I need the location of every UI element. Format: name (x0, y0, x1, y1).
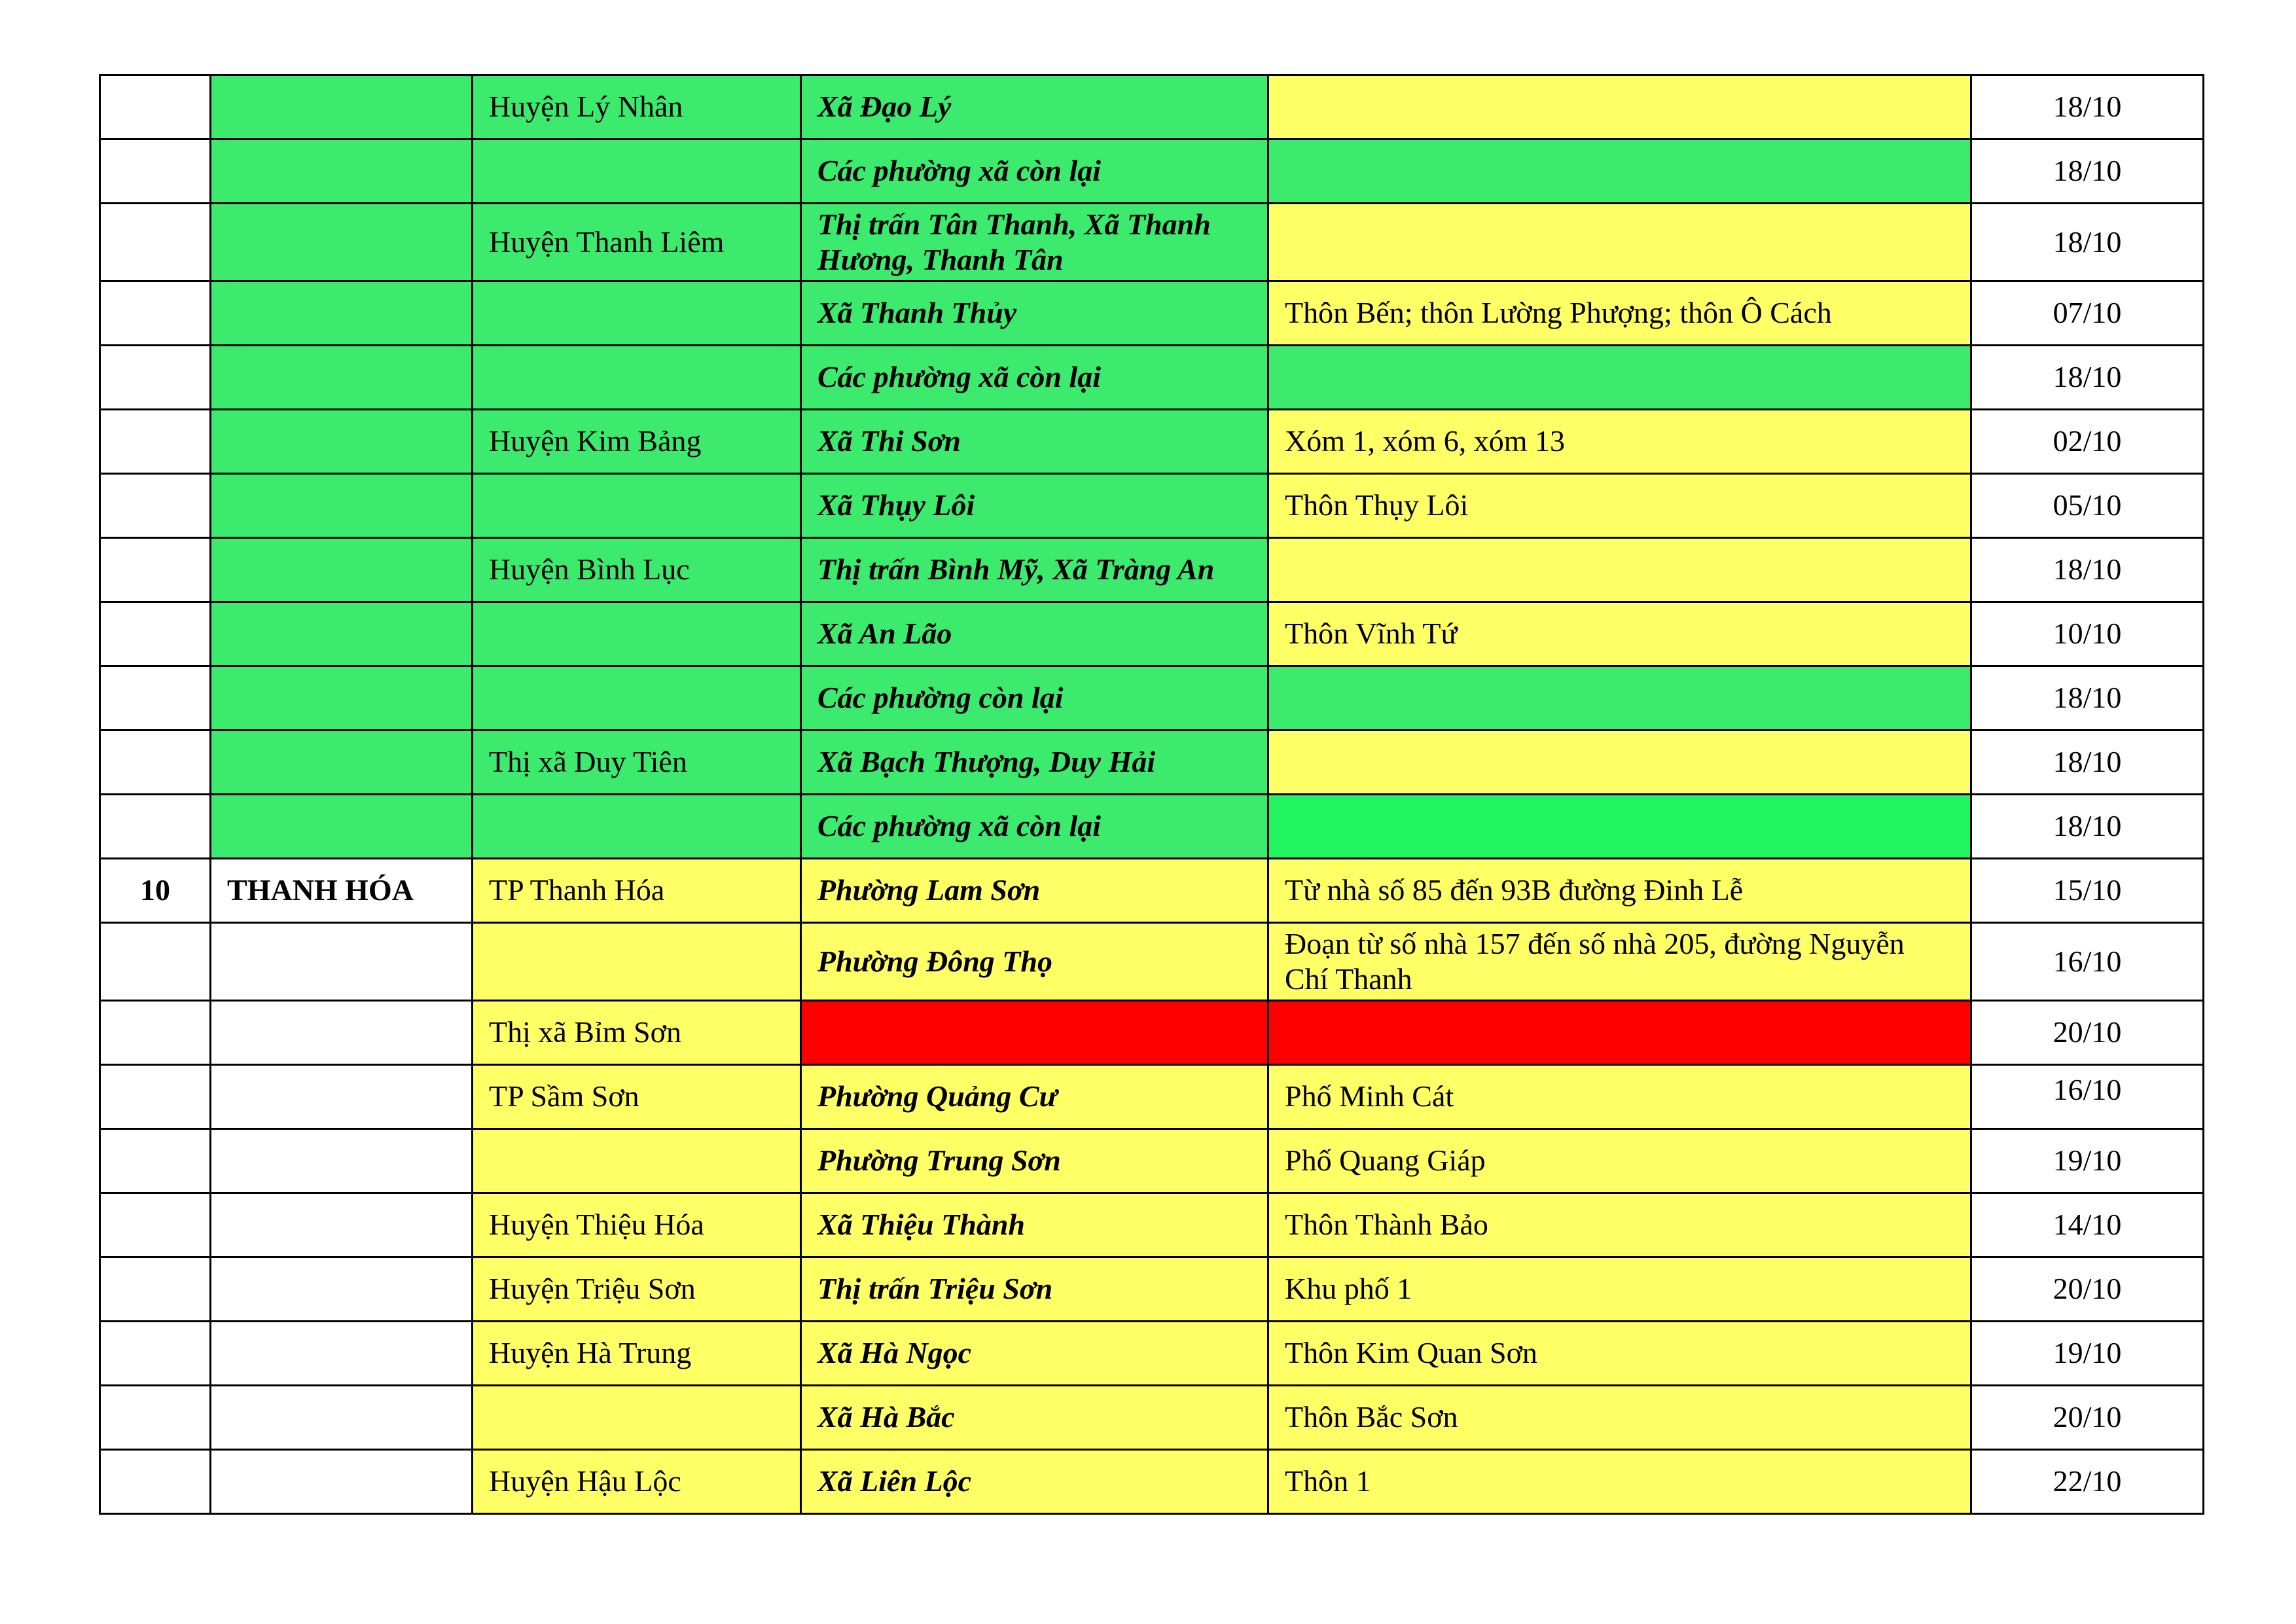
row-number-cell (100, 731, 211, 795)
area-detail-cell (1268, 666, 1971, 731)
area-detail-cell: Đoạn từ số nhà 157 đến số nhà 205, đường Nguyễn Chí Thanh (1268, 923, 1971, 1001)
date-cell: 18/10 (1971, 731, 2204, 795)
date-cell: 20/10 (1971, 1386, 2204, 1450)
row-number-cell: 10 (100, 859, 211, 923)
district-cell (473, 1386, 801, 1450)
risk-level-table (99, 74, 2204, 1515)
ward-cell: Xã Liên Lộc (801, 1450, 1268, 1514)
row-number-cell (100, 1129, 211, 1193)
area-detail-cell (1268, 1001, 1971, 1065)
date-cell: 18/10 (1971, 795, 2204, 859)
date-cell: 19/10 (1971, 1322, 2204, 1386)
district-cell: Huyện Thiệu Hóa (473, 1193, 801, 1257)
province-cell: THANH HÓA (211, 859, 473, 923)
date-cell: 14/10 (1971, 1193, 2204, 1257)
province-cell (211, 281, 473, 346)
ward-cell: Xã Thiệu Thành (801, 1193, 1268, 1257)
date-cell: 18/10 (1971, 538, 2204, 602)
table-row (100, 923, 2204, 1001)
date-cell: 07/10 (1971, 281, 2204, 346)
district-cell: Thị xã Duy Tiên (473, 731, 801, 795)
table-row (100, 1386, 2204, 1450)
district-cell (473, 795, 801, 859)
date-cell: 18/10 (1971, 139, 2204, 204)
area-detail-cell (1268, 538, 1971, 602)
table-row (100, 1450, 2204, 1514)
table-row (100, 474, 2204, 538)
row-number-cell (100, 1001, 211, 1065)
district-cell (473, 602, 801, 666)
ward-cell (801, 1001, 1268, 1065)
table-row (100, 1322, 2204, 1386)
ward-cell: Thị trấn Triệu Sơn (801, 1257, 1268, 1322)
area-detail-cell: Thôn Bắc Sơn (1268, 1386, 1971, 1450)
area-detail-cell (1268, 346, 1971, 410)
table-row (100, 139, 2204, 204)
district-cell (473, 1129, 801, 1193)
province-cell (211, 795, 473, 859)
province-cell (211, 1129, 473, 1193)
ward-cell: Phường Trung Sơn (801, 1129, 1268, 1193)
area-detail-cell: Khu phố 1 (1268, 1257, 1971, 1322)
table-row (100, 1129, 2204, 1193)
date-cell: 15/10 (1971, 859, 2204, 923)
district-cell: Huyện Bình Lục (473, 538, 801, 602)
area-detail-cell: Xóm 1, xóm 6, xóm 13 (1268, 410, 1971, 474)
row-number-cell (100, 538, 211, 602)
date-cell: 05/10 (1971, 474, 2204, 538)
table-row (100, 1065, 2204, 1129)
table-row (100, 410, 2204, 474)
area-detail-cell: Thôn 1 (1268, 1450, 1971, 1514)
province-cell (211, 1257, 473, 1322)
district-cell (473, 666, 801, 731)
district-cell (473, 281, 801, 346)
ward-cell: Phường Quảng Cư (801, 1065, 1268, 1129)
area-detail-cell: Thôn Vĩnh Tứ (1268, 602, 1971, 666)
area-detail-cell: Thôn Thụy Lôi (1268, 474, 1971, 538)
district-cell: Thị xã Bỉm Sơn (473, 1001, 801, 1065)
table-row (100, 1001, 2204, 1065)
province-cell (211, 139, 473, 204)
table-row (100, 204, 2204, 281)
province-cell (211, 666, 473, 731)
ward-cell: Xã Đạo Lý (801, 75, 1268, 139)
table-row (100, 281, 2204, 346)
ward-cell: Phường Đông Thọ (801, 923, 1268, 1001)
district-cell: Huyện Thanh Liêm (473, 204, 801, 281)
date-cell: 20/10 (1971, 1257, 2204, 1322)
area-detail-cell: Thôn Bến; thôn Lường Phượng; thôn Ô Cách (1268, 281, 1971, 346)
ward-cell: Xã Thanh Thủy (801, 281, 1268, 346)
province-cell (211, 410, 473, 474)
date-cell: 18/10 (1971, 204, 2204, 281)
row-number-cell (100, 923, 211, 1001)
ward-cell: Các phường còn lại (801, 666, 1268, 731)
ward-cell: Các phường xã còn lại (801, 795, 1268, 859)
table-row (100, 859, 2204, 923)
row-number-cell (100, 795, 211, 859)
ward-cell: Các phường xã còn lại (801, 139, 1268, 204)
area-detail-cell: Phố Minh Cát (1268, 1065, 1971, 1129)
district-cell: Huyện Lý Nhân (473, 75, 801, 139)
district-cell (473, 923, 801, 1001)
ward-cell: Phường Lam Sơn (801, 859, 1268, 923)
table-row (100, 538, 2204, 602)
row-number-cell (100, 204, 211, 281)
province-cell (211, 75, 473, 139)
row-number-cell (100, 139, 211, 204)
ward-cell: Thị trấn Bình Mỹ, Xã Tràng An (801, 538, 1268, 602)
province-cell (211, 602, 473, 666)
district-cell (473, 474, 801, 538)
date-cell: 18/10 (1971, 75, 2204, 139)
district-cell (473, 139, 801, 204)
table-row (100, 795, 2204, 859)
district-cell (473, 346, 801, 410)
row-number-cell (100, 410, 211, 474)
province-cell (211, 1386, 473, 1450)
area-detail-cell: Từ nhà số 85 đến 93B đường Đinh Lễ (1268, 859, 1971, 923)
table-row (100, 346, 2204, 410)
province-cell (211, 1193, 473, 1257)
area-detail-cell (1268, 204, 1971, 281)
district-cell: TP Thanh Hóa (473, 859, 801, 923)
row-number-cell (100, 1257, 211, 1322)
ward-cell: Xã Thụy Lôi (801, 474, 1268, 538)
area-detail-cell (1268, 139, 1971, 204)
area-detail-cell: Thôn Kim Quan Sơn (1268, 1322, 1971, 1386)
province-cell (211, 1065, 473, 1129)
date-cell: 02/10 (1971, 410, 2204, 474)
table-row (100, 666, 2204, 731)
date-cell: 18/10 (1971, 666, 2204, 731)
province-cell (211, 731, 473, 795)
ward-cell: Thị trấn Tân Thanh, Xã Thanh Hương, Thanh Tân (801, 204, 1268, 281)
district-cell: TP Sầm Sơn (473, 1065, 801, 1129)
table-row (100, 602, 2204, 666)
area-detail-cell (1268, 795, 1971, 859)
date-cell: 22/10 (1971, 1450, 2204, 1514)
area-detail-cell (1268, 75, 1971, 139)
row-number-cell (100, 346, 211, 410)
area-detail-cell: Thôn Thành Bảo (1268, 1193, 1971, 1257)
district-cell: Huyện Hà Trung (473, 1322, 801, 1386)
table-row (100, 75, 2204, 139)
row-number-cell (100, 75, 211, 139)
table-body (100, 75, 2204, 1514)
table-row (100, 1193, 2204, 1257)
date-cell: 19/10 (1971, 1129, 2204, 1193)
ward-cell: Xã Bạch Thượng, Duy Hải (801, 731, 1268, 795)
table-row (100, 1257, 2204, 1322)
row-number-cell (100, 1065, 211, 1129)
province-cell (211, 474, 473, 538)
row-number-cell (100, 281, 211, 346)
ward-cell: Xã Hà Bắc (801, 1386, 1268, 1450)
province-cell (211, 1322, 473, 1386)
district-cell: Huyện Triệu Sơn (473, 1257, 801, 1322)
date-cell: 16/10 (1971, 923, 2204, 1001)
ward-cell: Xã Thi Sơn (801, 410, 1268, 474)
district-cell: Huyện Kim Bảng (473, 410, 801, 474)
ward-cell: Xã Hà Ngọc (801, 1322, 1268, 1386)
table-row (100, 731, 2204, 795)
date-cell: 18/10 (1971, 346, 2204, 410)
row-number-cell (100, 666, 211, 731)
ward-cell: Các phường xã còn lại (801, 346, 1268, 410)
area-detail-cell: Phố Quang Giáp (1268, 1129, 1971, 1193)
province-cell (211, 923, 473, 1001)
date-cell: 16/10 (1971, 1065, 2204, 1129)
date-cell: 20/10 (1971, 1001, 2204, 1065)
province-cell (211, 538, 473, 602)
row-number-cell (100, 1322, 211, 1386)
ward-cell: Xã An Lão (801, 602, 1268, 666)
row-number-cell (100, 602, 211, 666)
district-cell: Huyện Hậu Lộc (473, 1450, 801, 1514)
date-cell: 10/10 (1971, 602, 2204, 666)
row-number-cell (100, 1193, 211, 1257)
row-number-cell (100, 1386, 211, 1450)
area-detail-cell (1268, 731, 1971, 795)
province-cell (211, 204, 473, 281)
province-cell (211, 346, 473, 410)
province-cell (211, 1450, 473, 1514)
province-cell (211, 1001, 473, 1065)
row-number-cell (100, 1450, 211, 1514)
row-number-cell (100, 474, 211, 538)
